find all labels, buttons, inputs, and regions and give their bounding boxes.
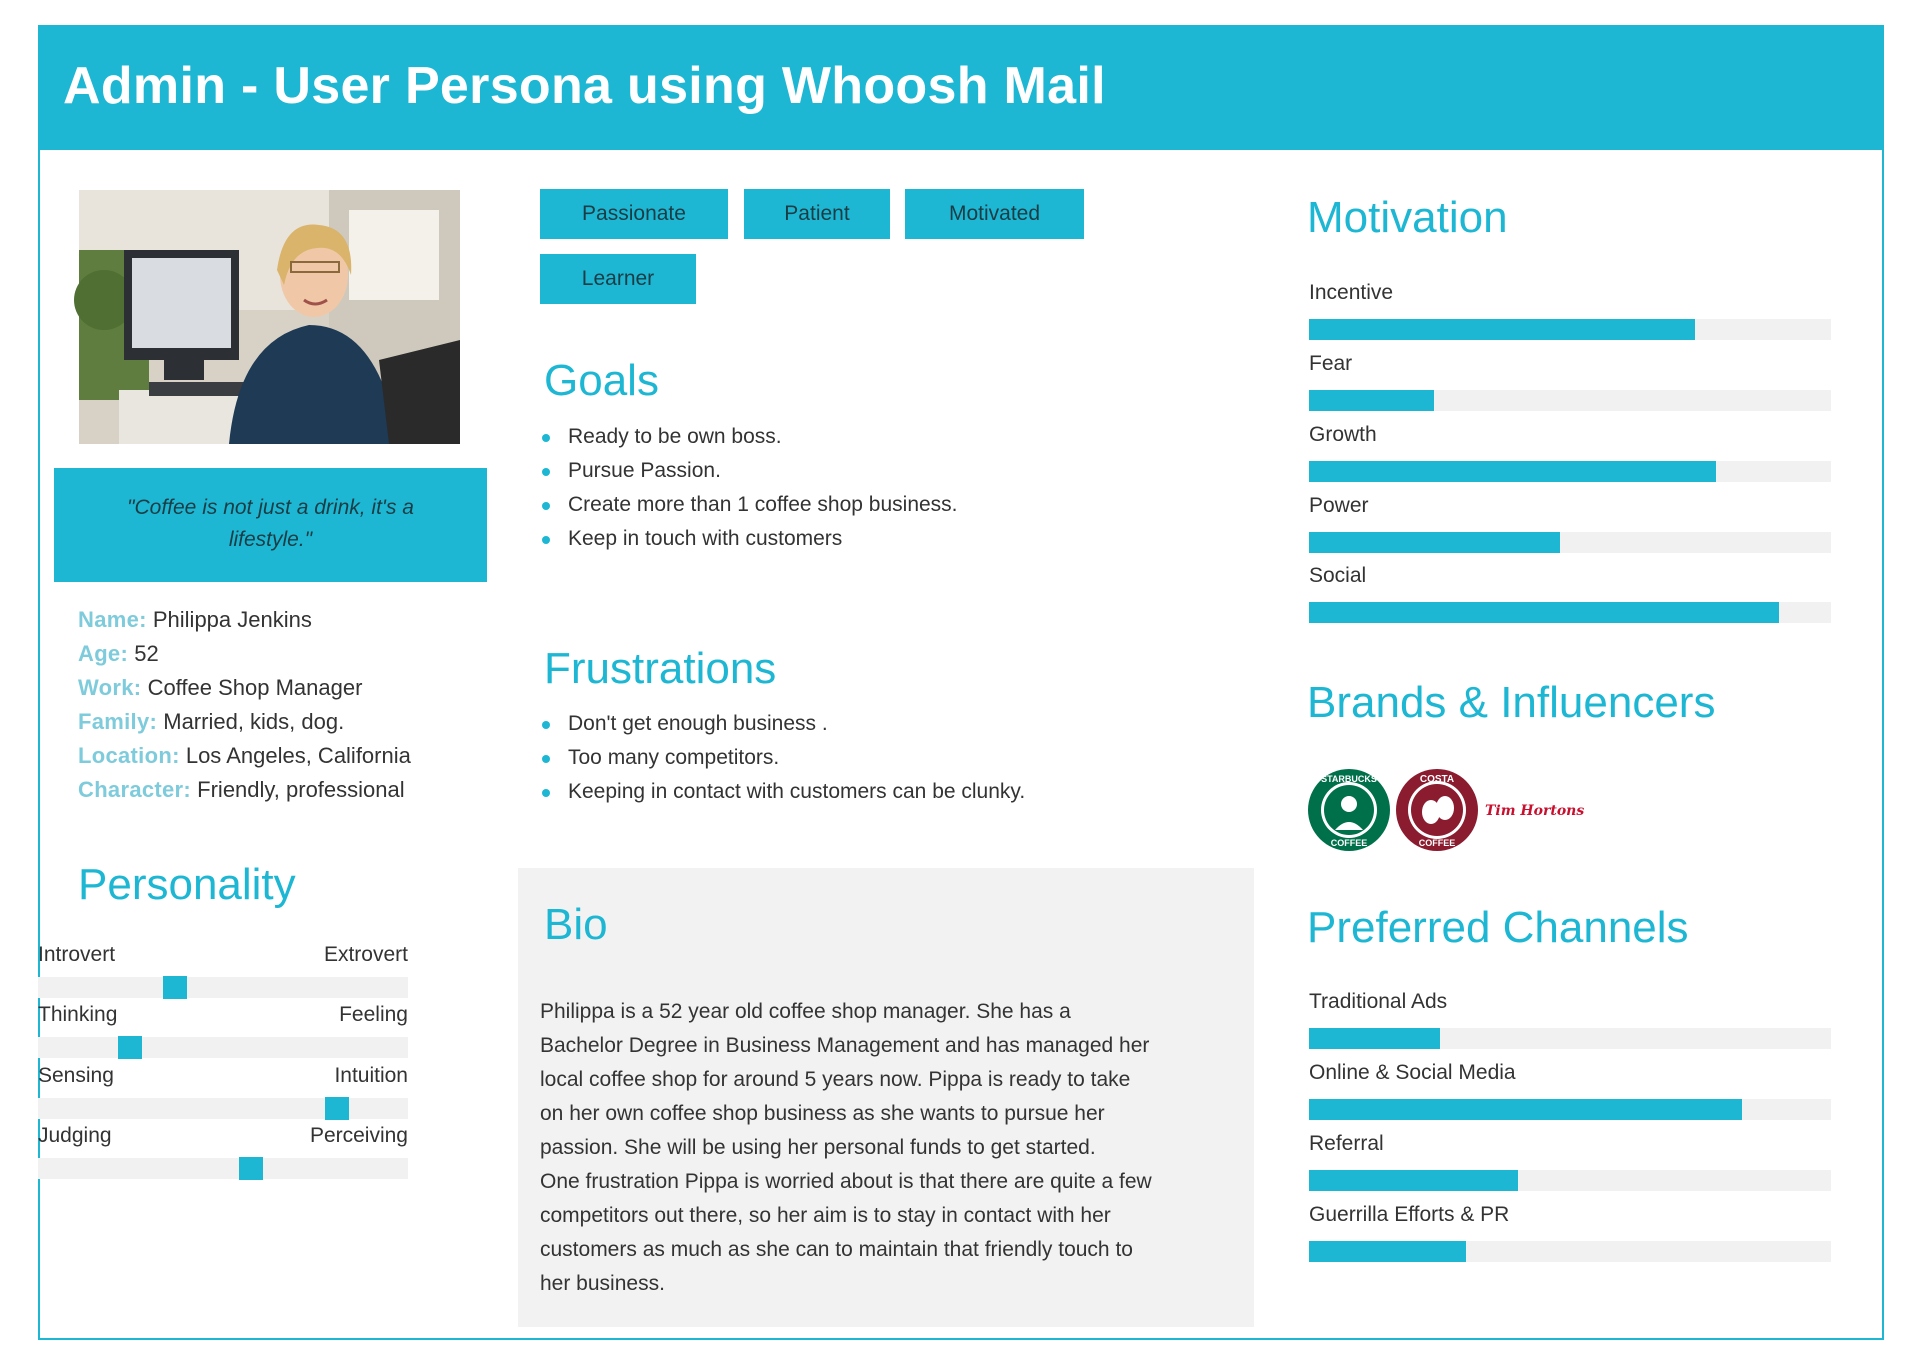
channel-bar	[1309, 990, 1831, 1049]
scale-left-label: Introvert	[38, 943, 116, 966]
personality-scale	[38, 1064, 408, 1119]
page-title: Admin - User Persona using Whoosh Mail	[63, 57, 1106, 115]
scale-left-label: Thinking	[38, 1003, 118, 1026]
list-item: Keep in touch with customers	[540, 522, 958, 556]
bar-track	[1309, 390, 1831, 411]
scale-right-label: Intuition	[334, 1064, 408, 1087]
bar-fill	[1309, 602, 1779, 623]
scale-right-label: Perceiving	[309, 1124, 408, 1147]
channel-bar	[1309, 1203, 1831, 1262]
frustrations-list	[540, 707, 1025, 809]
fact-work: Work: Coffee Shop Manager	[78, 675, 363, 700]
motivation-title: Motivation	[1307, 193, 1508, 242]
motivation-bar	[1309, 564, 1831, 623]
tim-hortons-logo	[1485, 795, 1585, 825]
list-item: Too many competitors.	[540, 741, 1025, 775]
scale-track	[38, 977, 408, 998]
persona-photo	[79, 190, 460, 444]
motivation-bar	[1309, 281, 1831, 340]
fact-family: Family: Married, kids, dog.	[78, 709, 345, 734]
bar-label: Power	[1309, 494, 1369, 517]
list-item: Ready to be own boss.	[540, 420, 958, 454]
motivation-bar	[1309, 352, 1831, 411]
svg-text:COSTA: COSTA	[1419, 774, 1455, 785]
persona-quote: "Coffee is not just a drink, it's a lifestyle."	[54, 468, 487, 582]
list-item: Create more than 1 coffee shop business.	[540, 488, 958, 522]
bar-fill	[1309, 1099, 1742, 1120]
frustrations-title: Frustrations	[544, 644, 777, 693]
personality-scale	[38, 1124, 408, 1179]
starbucks-logo	[1307, 768, 1391, 852]
bar-fill	[1309, 1241, 1466, 1262]
bar-track	[1309, 1028, 1831, 1049]
personality-scale	[38, 943, 408, 998]
svg-text:Tim Hortons: Tim Hortons	[1485, 803, 1585, 819]
scale-track	[38, 1098, 408, 1119]
bar-fill	[1309, 390, 1434, 411]
brands-title: Brands & Influencers	[1307, 678, 1716, 727]
personality-scale	[38, 1003, 408, 1058]
fact-location: Location: Los Angeles, California	[78, 743, 411, 768]
motivation-bar	[1309, 494, 1831, 553]
tag-learner: Learner	[540, 254, 696, 304]
list-item: Pursue Passion.	[540, 454, 958, 488]
fact-character: Character: Friendly, professional	[78, 777, 405, 802]
bar-track	[1309, 1099, 1831, 1120]
scale-marker	[239, 1157, 263, 1180]
channel-bar	[1309, 1132, 1831, 1191]
bar-track	[1309, 602, 1831, 623]
scale-marker	[163, 976, 187, 999]
bio-panel	[518, 868, 1254, 1327]
bar-track	[1309, 1170, 1831, 1191]
scale-right-label: Feeling	[339, 1003, 408, 1026]
svg-text:COFFEE: COFFEE	[1418, 838, 1456, 848]
scale-marker	[118, 1036, 142, 1059]
bar-track	[1309, 461, 1831, 482]
scale-track	[38, 1158, 408, 1179]
tag-passionate: Passionate	[540, 189, 728, 239]
bar-track	[1309, 319, 1831, 340]
bar-track	[1309, 1241, 1831, 1262]
personality-title: Personality	[78, 860, 296, 909]
bio-text: Philippa is a 52 year old coffee shop manager. She has a Bachelor Degree in Business Management and has managed her local coffee shop for around 5 years now. Pippa is ready to take on her own coffee shop business as she wants to pursue her passion. She will be using her personal funds to get started. One frustration Pippa is worried about is that there are quite a few competitors out there, so her aim is to stay in contact with her customers as much as she can to maintain that friendly touch to her business.	[540, 1000, 1152, 1295]
bar-label: Guerrilla Efforts & PR	[1309, 1203, 1510, 1226]
svg-text:COFFEE: COFFEE	[1330, 838, 1368, 848]
bar-fill	[1309, 1170, 1518, 1191]
brand-logos	[1307, 768, 1585, 852]
tag-patient: Patient	[744, 189, 890, 239]
header-banner	[40, 27, 1882, 150]
bar-track	[1309, 532, 1831, 553]
bar-fill	[1309, 461, 1716, 482]
scale-right-label: Extrovert	[323, 943, 408, 966]
tag-motivated: Motivated	[905, 189, 1084, 239]
profile-facts	[78, 603, 411, 807]
svg-text:STARBUCKS: STARBUCKS	[1321, 774, 1377, 784]
channels-title: Preferred Channels	[1307, 903, 1689, 952]
fact-age: Age: 52	[78, 641, 159, 666]
bar-label: Growth	[1309, 423, 1377, 446]
bar-label: Traditional Ads	[1309, 990, 1448, 1013]
channel-bar	[1309, 1061, 1831, 1120]
goals-title: Goals	[544, 356, 659, 405]
costa-logo	[1395, 768, 1479, 852]
bar-label: Online & Social Media	[1309, 1061, 1516, 1084]
scale-track	[38, 1037, 408, 1058]
bar-fill	[1309, 532, 1560, 553]
bar-label: Social	[1309, 564, 1367, 587]
scale-marker	[325, 1097, 349, 1120]
fact-name: Name: Philippa Jenkins	[78, 607, 312, 632]
scale-left-label: Sensing	[38, 1064, 114, 1087]
list-item: Keeping in contact with customers can be clunky.	[540, 775, 1025, 809]
bar-label: Fear	[1309, 352, 1353, 375]
bar-fill	[1309, 1028, 1440, 1049]
goals-list	[540, 420, 958, 556]
list-item: Don't get enough business .	[540, 707, 1025, 741]
bio-title: Bio	[544, 900, 608, 949]
bar-label: Referral	[1309, 1132, 1384, 1155]
motivation-bar	[1309, 423, 1831, 482]
bar-fill	[1309, 319, 1695, 340]
scale-left-label: Judging	[38, 1124, 112, 1147]
bar-label: Incentive	[1309, 281, 1394, 304]
